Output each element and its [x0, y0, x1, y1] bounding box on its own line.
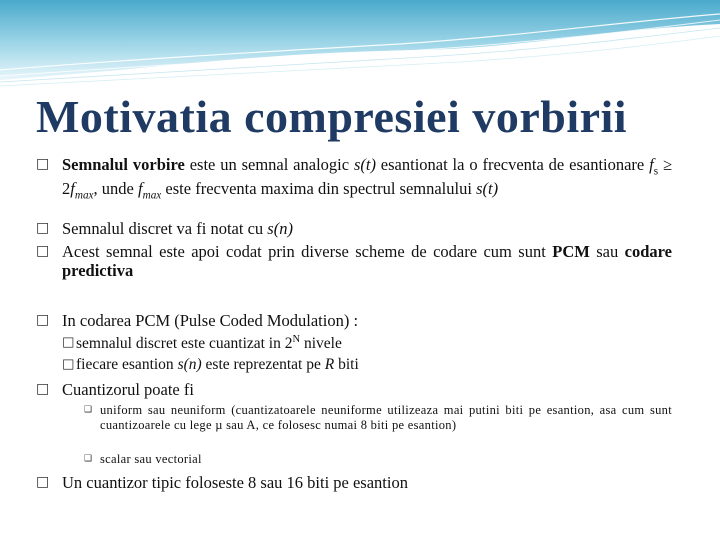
bullet-text: , unde [93, 178, 138, 198]
bullet-icon: □ [36, 311, 50, 328]
bullet-text: semnalul discret este cuantizat in 2 [76, 335, 293, 353]
bullet-text: este frecventa maxima din spectrul semnalului [161, 178, 477, 198]
math-st: s(t) [353, 155, 376, 174]
bullet-text: este reprezentat pe [201, 356, 325, 373]
math-f: f [70, 178, 75, 198]
math-sn: s(n) [267, 219, 293, 238]
bullet-text: sau [589, 242, 625, 261]
bullet-icon: □ [36, 242, 50, 259]
math-sub: max [142, 188, 162, 201]
bullet-text: In codarea PCM (Pulse Coded Modulation) : [62, 311, 359, 330]
math-sub: max [74, 188, 94, 201]
bullet-text: esantionat la o frecventa de esantionare [375, 155, 650, 174]
bold-term: codare predictiva [62, 242, 672, 281]
sub-bullet-quantized [62, 334, 672, 353]
bullet-icon: □ [36, 380, 50, 397]
bullet-text: Semnalul discret va fi notat cu [62, 219, 268, 238]
bullet-quantizer [36, 380, 672, 399]
bullet-text: scalar sau vectorial [100, 452, 202, 466]
math-f: f [138, 178, 143, 198]
math-sup: N [292, 334, 301, 345]
bullet-icon: □ [36, 219, 50, 236]
sub-bullet-sample-bits [62, 356, 672, 374]
math-sn: s(n) [177, 356, 202, 373]
bullet-speech-signal [36, 155, 672, 202]
sub-bullet-icon: ❑ [84, 454, 93, 464]
bold-term: PCM [552, 242, 590, 261]
slide-title: Motivatia compresiei vorbirii [36, 91, 628, 142]
math-f: f [649, 155, 654, 174]
math-r: R [324, 356, 335, 373]
bullet-icon: □ [62, 356, 75, 372]
bullet-typical-quantizer [36, 473, 672, 492]
bullet-text: Acest semnal este apoi codat prin diverse scheme de codare cum sunt [62, 242, 553, 261]
math-st: s(t) [476, 178, 499, 198]
bullet-pcm [36, 311, 672, 330]
bullet-icon: □ [36, 473, 50, 490]
bullet-coding-schemes [36, 242, 672, 281]
sub-bullet-uniform [84, 403, 672, 433]
sub-bullet-icon: ❑ [84, 405, 93, 415]
sub-bullet-scalar [84, 452, 672, 467]
bullet-text: biti [334, 356, 359, 373]
bullet-icon: □ [36, 155, 50, 172]
bullet-text: Cuantizorul poate fi [62, 380, 194, 399]
bullet-text: este un semnal analogic [184, 155, 354, 174]
bullet-discrete-signal [36, 219, 672, 238]
bullet-text: fiecare esantion [76, 356, 178, 373]
bullet-text: ≥ 2 [62, 155, 673, 198]
bullet-text: uniform sau neuniform (cuantizatoarele neuniforme utilizeaza mai putini biti pe esantion, asa cum sunt cuantizoarele cu lege µ sau A, ce folosesc numai 8 biti pe esantion) [100, 403, 672, 432]
bullet-text: nivele [300, 335, 342, 353]
bold-term: Semnalul vorbire [62, 155, 185, 174]
decorative-wave-banner [0, 0, 720, 90]
bullet-icon: □ [62, 334, 75, 350]
math-sub: s [653, 165, 659, 178]
bullet-text: Un cuantizor tipic foloseste 8 sau 16 biti pe esantion [62, 473, 408, 492]
